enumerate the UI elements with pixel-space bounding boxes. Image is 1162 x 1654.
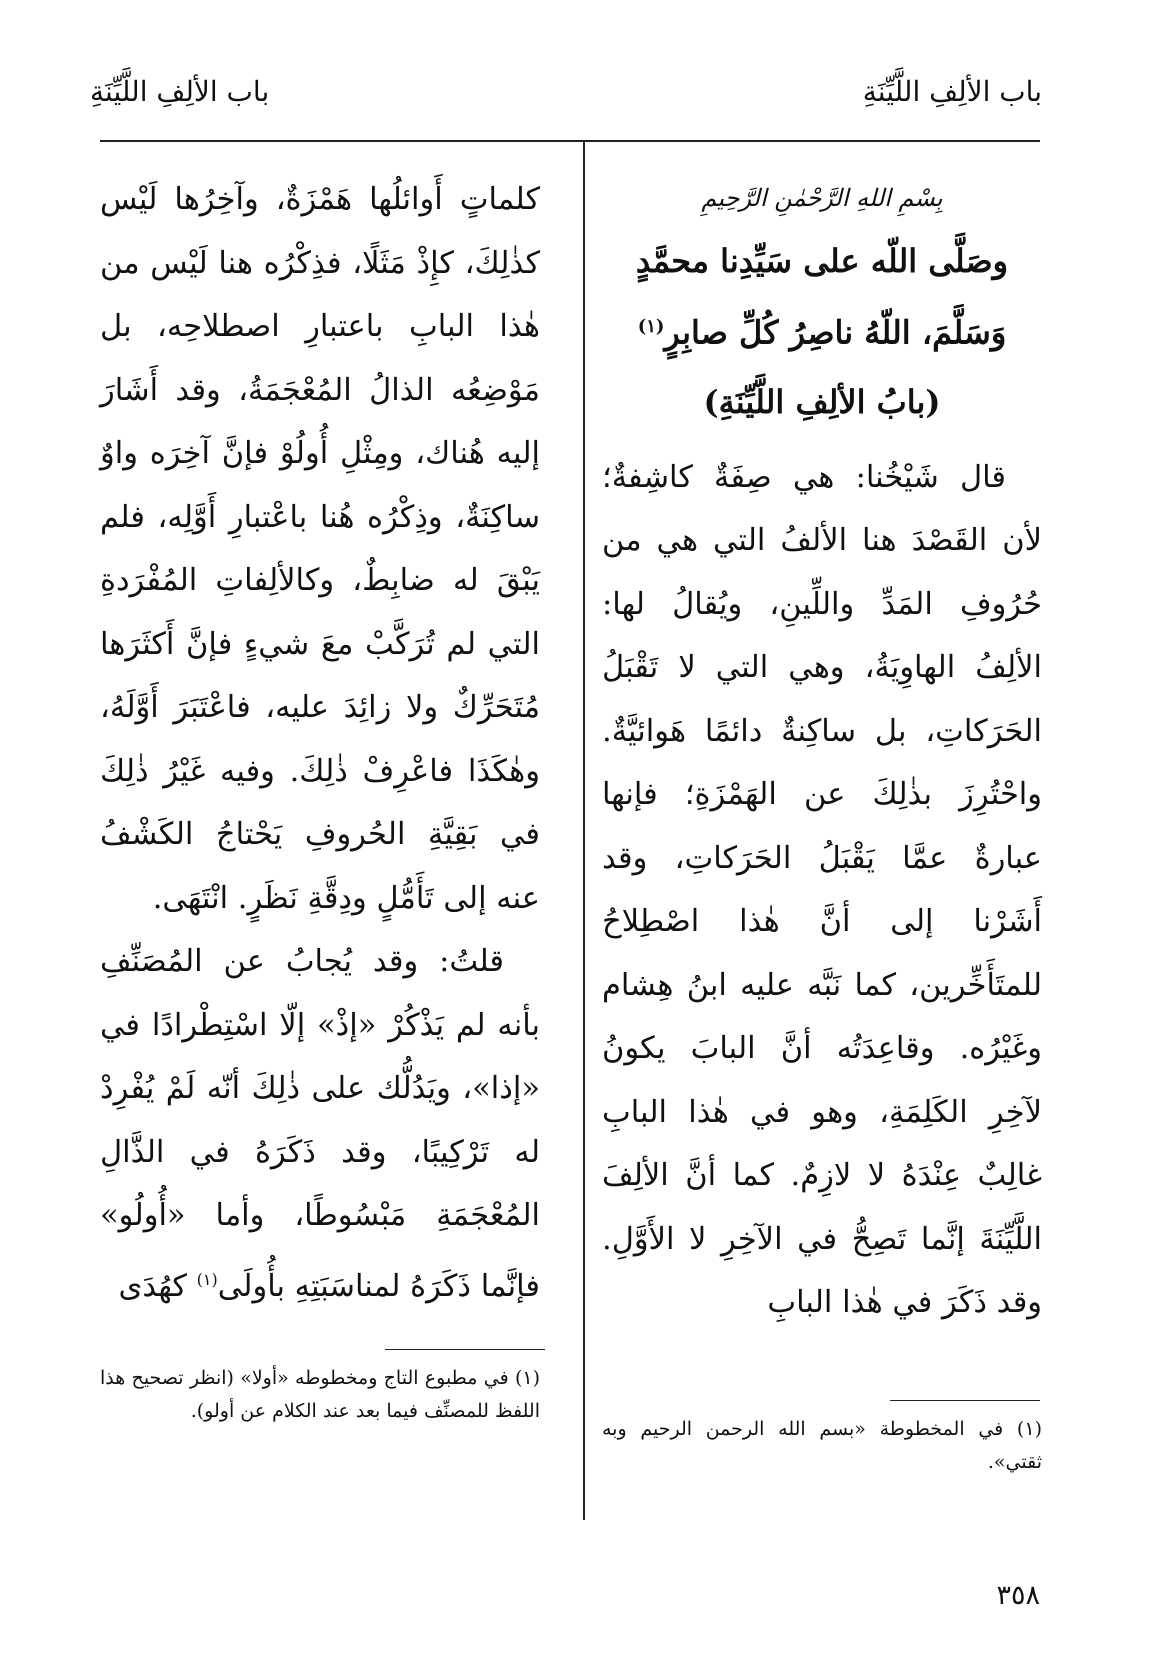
opening-heading-line-2-text: وَسَلَّمَ، اللّهُ ناصِرُ كُلِّ صابِرٍ	[664, 313, 1007, 352]
basmala-calligraphy: بِسْمِ اللهِ الرَّحْمٰنِ الرَّحِيمِ	[701, 184, 943, 212]
body-paragraph-text: قلتُ: وقد يُجابُ عن المُصَنِّفِ بأنه لم يَذْكُرْ «إذْ» إلّا اسْتِطْرادًا في «إذا»، ويَدُلُّك على ذٰلِكَ أنّه لَمْ يُفْرِدْ له تَرْكِيبًا، وقد ذَكَرَهُ في الذَّالِ المُعْجَمَةِ مَبْسُوطًا، وأما «أُولُو» فإنَّما ذَكَرَهُ لمناسَبَتِهِ بأُولَى	[100, 944, 540, 1304]
footnote-rule-left	[385, 1349, 545, 1350]
opening-heading-line-2	[602, 294, 1042, 366]
column-divider	[583, 140, 585, 1520]
footnote-marker: (١)	[196, 1269, 218, 1289]
footnote-rule-right	[890, 1400, 1040, 1401]
opening-heading	[602, 228, 1042, 366]
footnote-marker: (١)	[637, 316, 665, 337]
footnote-left: (١) في مطبوع التاج ومخطوطه «أولا» (انظر تصحيح هذا اللفظ للمصنِّف فيما بعد عند الكلام عن أولو).	[100, 1367, 540, 1422]
chapter-title: (بابُ الألِفِ اللَّيِّنَةِ)	[703, 382, 941, 421]
running-head-right: باب الألِفِ اللَّيِّنَةِ	[862, 75, 1042, 108]
header-rule	[100, 140, 1040, 142]
footnote-right: (١) في المخطوطة «بسم الله الرحمن الرحيم وبه ثقتي».	[602, 1418, 1042, 1473]
running-head-left: باب الألِفِ اللَّيِّنَةِ	[90, 75, 270, 108]
body-paragraph-tail: كهُدَى	[118, 1268, 187, 1304]
opening-heading-line-1: وصَلَّى اللّه على سَيِّدِنا محمَّدٍ	[635, 242, 1009, 280]
body-paragraph: كلماتٍ أَوائلُها هَمْزَةٌ، وآخِرُها لَيْس كذٰلِكَ، كإِذْ مَثَلًا، فذِكْرُه هنا لَيْس من هٰذا البابِ باعتبارِ اصطلاحِه، بل مَوْضِعُه الذالُ المُعْجَمَةُ، وقد أَشَارَ إليه هُناك، ومِثْلِ أُولُوْ فإنَّ آخِرَه واوٌ ساكِنَةٌ، وذِكْرُه هُنا باعْتبارِ أَوَّلِه، فلم يَبْقَ له ضابِطٌ، وكالألِفاتِ المُفْرَدةِ التي لم تُرَكَّبْ معَ شيءٍ فإنَّ أَكثَرَها مُتَحَرِّكٌ ولا زائِدَ عليه، فاعْتَبَرَ أَوَّلَهُ، وهٰكَذَا فاعْرِفْ ذٰلِكَ. وفيه غَيْرُ ذٰلِكَ في بَقِيَّةِ الحُروفِ يَحْتاجُ الكَشْفُ عنه إلى تَأَمُّلٍ ودِقَّةِ نَظَرٍ. انْتَهَى.	[100, 182, 540, 916]
left-column	[100, 168, 540, 1318]
page-number: ٣٥٨	[996, 1580, 1040, 1611]
body-paragraph	[100, 930, 540, 1318]
body-paragraph: قال شَيْخُنا: هي صِفَةٌ كاشِفةٌ؛ لأن القَصْدَ هنا الألفُ التي هي من حُرُوفِ المَدِّ واللِّينِ، ويُقالُ لها: الألِفُ الهاوِيَةُ، وهي التي لا تَقْبَلُ الحَرَكاتِ، بل ساكِنةٌ دائمًا هَوائيَّةٌ. واحْتُرِزَ بذٰلِكَ عن الهَمْزَةِ؛ فإنها عبارةٌ عمَّا يَقْبَلُ الحَرَكاتِ، وقد أَشَرْنا إلى أنَّ هٰذا اصْطِلاحُ للمتَأَخِّرين، كما نَبَّه عليه ابنُ هِشام وغَيْرُه. وقاعِدَتُه أنَّ البابَ يكونُ لآخِرِ الكَلِمَةِ، وهو في هٰذا البابِ غالِبٌ عِنْدَهُ لا لازِمٌ. كما أنَّ الألِفَ اللَّيِّنَةَ إنَّما تَصِحُّ في الآخِرِ لا الأَوَّلِ. وقد ذَكَرَ في هٰذا البابِ	[602, 459, 1042, 1321]
right-column	[602, 168, 1042, 1335]
